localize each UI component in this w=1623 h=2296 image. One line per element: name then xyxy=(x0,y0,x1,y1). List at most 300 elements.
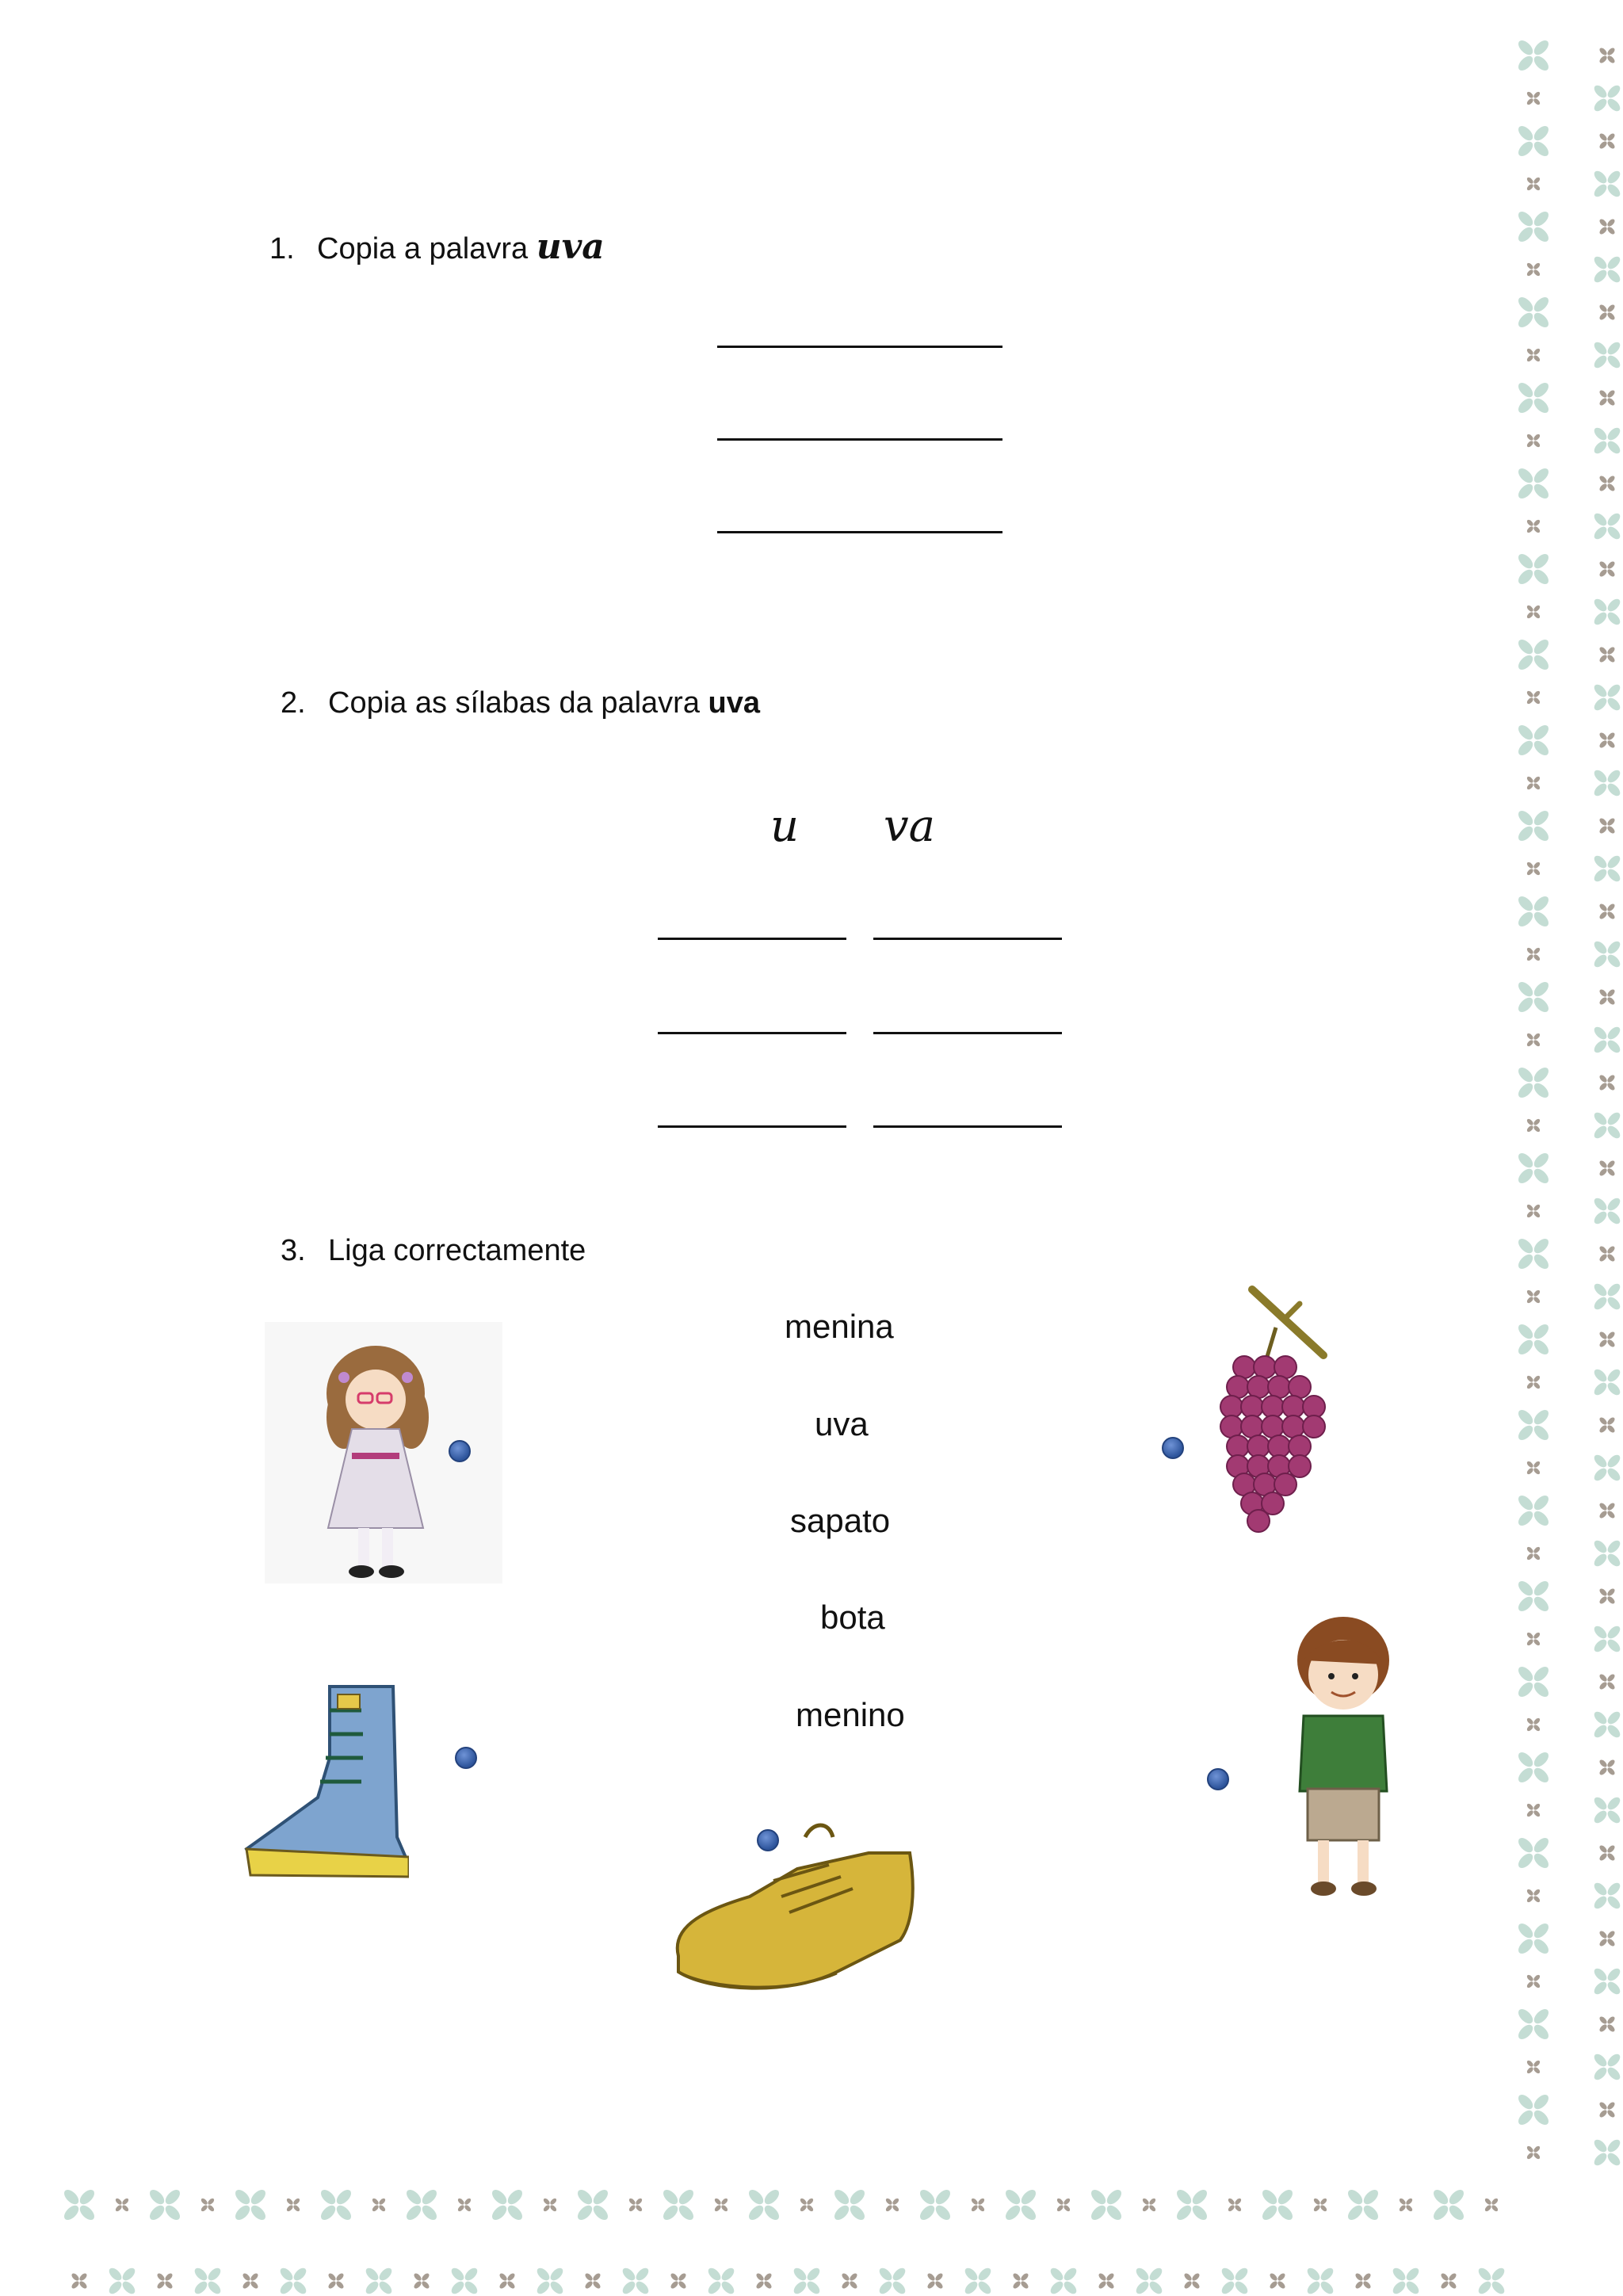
border-petal xyxy=(121,2197,130,2206)
border-petal xyxy=(1526,1724,1534,1733)
border-petal xyxy=(285,2204,294,2213)
border-petal xyxy=(1592,340,1609,357)
border-petal xyxy=(1606,2151,1622,2168)
border-petal xyxy=(1516,1338,1536,1358)
border-petal xyxy=(78,2280,88,2290)
border-petal xyxy=(1598,1082,1608,1091)
border-petal xyxy=(371,2204,380,2213)
border-petal xyxy=(763,2272,773,2282)
border-petal xyxy=(1606,169,1622,185)
border-petal xyxy=(1533,518,1541,527)
border-petal xyxy=(1533,1125,1541,1133)
border-petal xyxy=(1606,426,1622,442)
border-petal xyxy=(841,2272,850,2282)
border-petal xyxy=(1098,2272,1107,2282)
border-petal xyxy=(1003,2203,1023,2223)
connection-dot[interactable] xyxy=(1162,1437,1184,1459)
border-petal xyxy=(792,2266,808,2283)
border-petal xyxy=(449,2266,466,2283)
border-petal xyxy=(977,2197,986,2206)
border-petal xyxy=(1234,2204,1243,2213)
border-petal xyxy=(1606,1980,1622,1996)
border-petal xyxy=(549,2197,558,2206)
border-petal xyxy=(1606,340,1622,357)
border-petal xyxy=(892,2197,900,2206)
border-petal xyxy=(1606,140,1616,150)
border-petal xyxy=(1592,1538,1609,1555)
border-petal xyxy=(1606,1295,1622,1312)
border-petal xyxy=(1606,353,1622,370)
border-petal xyxy=(1516,1921,1536,1941)
border-petal xyxy=(635,2197,643,2206)
border-petal xyxy=(1533,1888,1541,1897)
border-petal xyxy=(378,2197,387,2206)
border-petal xyxy=(1526,946,1534,955)
border-petal xyxy=(1533,269,1541,277)
border-petal xyxy=(1592,1209,1609,1226)
border-petal xyxy=(278,2266,295,2283)
border-petal xyxy=(661,2187,681,2207)
border-petal xyxy=(1533,611,1541,620)
question-3-text: Liga correctamente xyxy=(328,1234,586,1267)
border-petal xyxy=(1532,808,1552,828)
border-petal xyxy=(1592,83,1609,100)
boy-icon xyxy=(1288,1613,1407,1914)
border-petal xyxy=(1526,433,1534,441)
border-petal xyxy=(1516,995,1536,1015)
border-petal xyxy=(164,2272,174,2282)
border-petal xyxy=(1532,225,1552,245)
border-petal xyxy=(1592,610,1609,627)
border-petal xyxy=(1532,380,1552,400)
border-petal xyxy=(1592,682,1609,699)
border-petal xyxy=(1606,1110,1622,1127)
border-petal xyxy=(1592,953,1609,969)
border-petal xyxy=(1490,2279,1507,2296)
border-petal xyxy=(1174,2203,1194,2223)
border-petal xyxy=(250,2280,259,2290)
border-petal xyxy=(1606,1966,1622,1983)
border-petal xyxy=(1606,268,1622,285)
border-petal xyxy=(1404,2279,1421,2296)
border-petal xyxy=(1532,1423,1552,1443)
border-petal xyxy=(1533,868,1541,877)
border-petal xyxy=(1606,1025,1622,1041)
connection-dot[interactable] xyxy=(757,1829,779,1851)
border-petal xyxy=(1532,2007,1552,2027)
border-petal xyxy=(1526,953,1534,962)
border-petal xyxy=(1606,475,1616,484)
border-petal xyxy=(1447,2203,1467,2223)
border-petal xyxy=(1606,1681,1616,1690)
border-petal xyxy=(1533,1467,1541,1476)
border-petal xyxy=(1606,304,1616,313)
border-petal xyxy=(1526,90,1534,99)
connection-dot[interactable] xyxy=(449,1440,471,1462)
border-petal xyxy=(1533,1638,1541,1647)
border-petal xyxy=(1592,696,1609,712)
border-petal xyxy=(1606,2101,1616,2111)
border-petal xyxy=(1598,140,1608,150)
border-petal xyxy=(1062,2279,1079,2296)
border-petal xyxy=(1491,2197,1499,2206)
border-petal xyxy=(1592,1295,1609,1312)
border-petal xyxy=(1606,483,1616,492)
border-petal xyxy=(849,2280,858,2290)
border-petal xyxy=(1312,2204,1321,2213)
border-petal xyxy=(1516,637,1536,657)
border-petal xyxy=(1431,2187,1451,2207)
border-petal xyxy=(1020,2280,1029,2290)
border-petal xyxy=(1533,690,1541,698)
border-petal xyxy=(71,2272,80,2282)
border-petal xyxy=(1592,781,1609,798)
border-petal xyxy=(242,2272,251,2282)
border-petal xyxy=(1516,1766,1536,1786)
border-petal xyxy=(1606,2015,1616,2025)
border-petal xyxy=(200,2204,208,2213)
border-petal xyxy=(1598,2109,1608,2118)
border-petal xyxy=(1516,2092,1536,2112)
border-petal xyxy=(413,2272,422,2282)
border-petal xyxy=(1516,311,1536,330)
border-petal xyxy=(1606,397,1616,407)
border-petal xyxy=(1056,2204,1064,2213)
border-petal xyxy=(1592,1124,1609,1140)
border-petal xyxy=(463,2266,479,2283)
border-petal xyxy=(1533,775,1541,784)
border-petal xyxy=(1516,139,1536,159)
border-petal xyxy=(934,2280,944,2290)
border-petal xyxy=(1190,2203,1210,2223)
border-petal xyxy=(1598,47,1608,56)
answer-line[interactable] xyxy=(717,346,1002,348)
border-petal xyxy=(892,2204,900,2213)
border-petal xyxy=(1592,1966,1609,1983)
border-petal xyxy=(1532,2023,1552,2042)
border-petal xyxy=(1533,354,1541,363)
border-petal xyxy=(1533,1210,1541,1219)
border-petal xyxy=(1606,1282,1622,1298)
border-petal xyxy=(1532,1509,1552,1529)
border-petal xyxy=(233,2203,253,2223)
border-petal xyxy=(1606,55,1616,64)
border-petal xyxy=(121,2204,130,2213)
border-petal xyxy=(1526,354,1534,363)
connection-dot[interactable] xyxy=(1207,1768,1229,1790)
border-petal xyxy=(1598,1930,1608,1939)
border-petal xyxy=(1598,1167,1608,1177)
border-petal xyxy=(1598,732,1608,741)
border-petal xyxy=(1598,226,1608,235)
border-petal xyxy=(1491,2204,1499,2213)
border-petal xyxy=(364,2279,380,2296)
border-petal xyxy=(706,2279,723,2296)
border-petal xyxy=(1526,2152,1534,2160)
border-petal xyxy=(1606,2052,1622,2069)
border-petal xyxy=(1516,1680,1536,1700)
border-petal xyxy=(1598,1424,1608,1434)
syllable-line[interactable] xyxy=(873,938,1062,940)
border-petal xyxy=(535,2279,552,2296)
border-petal xyxy=(1598,1587,1608,1597)
border-petal xyxy=(107,2266,124,2283)
border-petal xyxy=(1533,697,1541,705)
word-bota: bota xyxy=(820,1599,885,1636)
border-petal xyxy=(1516,1236,1536,1256)
border-petal xyxy=(1592,1637,1609,1654)
border-petal xyxy=(1516,1167,1536,1186)
border-petal xyxy=(1526,868,1534,877)
border-petal xyxy=(1532,1851,1552,1871)
border-petal xyxy=(1598,1510,1608,1519)
border-petal xyxy=(1606,511,1622,528)
border-petal xyxy=(498,2272,508,2282)
border-petal xyxy=(1533,953,1541,962)
border-petal xyxy=(490,2187,510,2207)
border-petal xyxy=(242,2280,251,2290)
word-uva: uva xyxy=(815,1405,869,1442)
border-petal xyxy=(1532,2092,1552,2112)
word-sapato: sapato xyxy=(790,1502,891,1539)
border-petal xyxy=(1598,397,1608,407)
border-petal xyxy=(1533,1895,1541,1904)
border-petal xyxy=(1606,1339,1616,1348)
border-petal xyxy=(1106,2280,1115,2290)
border-petal xyxy=(1346,2187,1365,2207)
border-petal xyxy=(1598,1074,1608,1083)
border-petal xyxy=(1191,2272,1201,2282)
border-petal xyxy=(163,2203,183,2223)
border-petal xyxy=(1526,697,1534,705)
border-petal xyxy=(292,2266,308,2283)
border-petal xyxy=(1533,525,1541,534)
answer-line[interactable] xyxy=(717,531,1002,533)
border-petal xyxy=(1105,2187,1125,2207)
border-petal xyxy=(1533,183,1541,192)
border-petal xyxy=(1526,1203,1534,1212)
border-petal xyxy=(1532,38,1552,58)
border-petal xyxy=(1592,2052,1609,2069)
border-petal xyxy=(1598,1673,1608,1683)
border-petal xyxy=(1606,1595,1616,1605)
border-petal xyxy=(661,2203,681,2223)
grape xyxy=(1303,1396,1325,1418)
border-petal xyxy=(1533,1553,1541,1561)
border-petal xyxy=(1592,511,1609,528)
border-petal xyxy=(720,2279,736,2296)
word-menino: menino xyxy=(796,1696,905,1733)
syllable-line[interactable] xyxy=(873,1032,1062,1034)
border-petal xyxy=(1606,597,1622,613)
border-petal xyxy=(1533,861,1541,869)
border-petal xyxy=(1526,1210,1534,1219)
border-petal xyxy=(1532,1322,1552,1342)
border-petal xyxy=(1526,1289,1534,1297)
border-petal xyxy=(292,2204,301,2213)
border-petal xyxy=(1276,2187,1296,2207)
border-petal xyxy=(1362,2280,1372,2290)
border-petal xyxy=(1532,209,1552,229)
border-petal xyxy=(1606,1331,1616,1340)
border-petal xyxy=(1533,1117,1541,1126)
border-petal xyxy=(1062,2266,1079,2283)
border-petal xyxy=(1484,2197,1492,2206)
border-petal xyxy=(1606,254,1622,271)
border-petal xyxy=(1183,2272,1193,2282)
border-petal xyxy=(1056,2197,1064,2206)
border-petal xyxy=(934,2187,953,2207)
border-petal xyxy=(1606,1424,1616,1434)
border-petal xyxy=(456,2204,465,2213)
border-petal xyxy=(1592,525,1609,541)
border-petal xyxy=(1606,1466,1622,1483)
border-petal xyxy=(1598,1253,1608,1263)
border-petal xyxy=(1606,854,1622,870)
border-petal xyxy=(1312,2197,1321,2206)
border-petal xyxy=(1598,1339,1608,1348)
border-petal xyxy=(120,2266,137,2283)
border-petal xyxy=(1526,782,1534,791)
border-petal xyxy=(1533,1381,1541,1390)
border-petal xyxy=(806,2204,815,2213)
border-petal xyxy=(934,2203,953,2223)
border-petal xyxy=(1606,781,1622,798)
border-petal xyxy=(371,2197,380,2206)
border-petal xyxy=(1516,2007,1536,2027)
question-1-word: uva xyxy=(536,227,605,267)
connection-dot[interactable] xyxy=(455,1747,477,1769)
border-petal xyxy=(1598,996,1608,1006)
border-petal xyxy=(1532,1081,1552,1101)
border-petal xyxy=(1048,2279,1065,2296)
border-petal xyxy=(1516,1851,1536,1871)
border-petal xyxy=(1526,1553,1534,1561)
border-petal xyxy=(1516,894,1536,914)
question-3 xyxy=(281,1234,586,1268)
border-petal xyxy=(335,2272,345,2282)
border-petal xyxy=(1361,2187,1381,2207)
border-petal xyxy=(1598,483,1608,492)
border-petal xyxy=(1019,2203,1039,2223)
border-petal xyxy=(1526,176,1534,185)
syllable-line[interactable] xyxy=(658,938,846,940)
border-petal xyxy=(1606,311,1616,321)
border-petal xyxy=(1592,2137,1609,2154)
border-petal xyxy=(1592,169,1609,185)
border-petal xyxy=(78,2203,97,2223)
border-petal xyxy=(1305,2266,1322,2283)
answer-line[interactable] xyxy=(717,438,1002,441)
grape xyxy=(1220,1415,1243,1438)
border-petal xyxy=(891,2279,907,2296)
border-petal xyxy=(1516,2108,1536,2128)
border-petal xyxy=(1533,1717,1541,1725)
border-petal xyxy=(1598,2101,1608,2111)
border-petal xyxy=(1526,1981,1534,1989)
border-petal xyxy=(1526,604,1534,613)
border-petal xyxy=(1516,1423,1536,1443)
border-petal xyxy=(490,2203,510,2223)
border-petal xyxy=(1606,1416,1616,1426)
border-petal xyxy=(926,2272,936,2282)
border-petal xyxy=(377,2279,394,2296)
border-petal xyxy=(1592,854,1609,870)
border-petal xyxy=(1592,97,1609,113)
border-petal xyxy=(575,2187,595,2207)
border-petal xyxy=(1606,1502,1616,1511)
border-petal xyxy=(1533,1039,1541,1048)
border-petal xyxy=(1606,525,1622,541)
border-petal xyxy=(1526,1895,1534,1904)
border-petal xyxy=(1606,568,1616,578)
border-petal xyxy=(1516,209,1536,229)
syllable-2: va xyxy=(884,800,936,852)
grape xyxy=(1247,1510,1270,1532)
border-petal xyxy=(1516,124,1536,143)
border-petal xyxy=(884,2204,893,2213)
border-petal xyxy=(1516,980,1536,999)
border-petal xyxy=(848,2203,868,2223)
border-petal xyxy=(678,2280,687,2290)
border-petal xyxy=(1532,1766,1552,1786)
border-petal xyxy=(1598,1759,1608,1768)
border-petal xyxy=(1391,2279,1407,2296)
border-petal xyxy=(747,2203,766,2223)
border-petal xyxy=(1346,2203,1365,2223)
syllable-line[interactable] xyxy=(658,1032,846,1034)
border-petal xyxy=(634,2266,651,2283)
border-petal xyxy=(1606,1124,1622,1140)
syllable-line[interactable] xyxy=(658,1125,846,1128)
border-petal xyxy=(1532,1921,1552,1941)
border-petal xyxy=(592,2280,601,2290)
border-petal xyxy=(377,2266,394,2283)
border-petal xyxy=(1606,2137,1622,2154)
border-petal xyxy=(963,2266,980,2283)
border-petal xyxy=(1606,696,1622,712)
border-petal xyxy=(1526,1802,1534,1811)
border-petal xyxy=(1598,825,1608,835)
border-petal xyxy=(1606,1510,1616,1519)
border-petal xyxy=(1592,1980,1609,1996)
syllable-line[interactable] xyxy=(873,1125,1062,1128)
border-petal xyxy=(207,2204,216,2213)
border-petal xyxy=(1484,2204,1492,2213)
border-petal xyxy=(1598,1416,1608,1426)
boot-icon xyxy=(242,1679,409,1886)
border-petal xyxy=(1234,2197,1243,2206)
border-petal xyxy=(970,2197,979,2206)
border-petal xyxy=(634,2279,651,2296)
bottom-floral-border xyxy=(0,2172,1623,2296)
border-petal xyxy=(1606,610,1622,627)
border-petal xyxy=(1598,1595,1608,1605)
border-petal xyxy=(1598,1245,1608,1255)
border-petal xyxy=(1089,2203,1109,2223)
border-petal xyxy=(506,2272,516,2282)
border-petal xyxy=(591,2187,611,2207)
border-petal xyxy=(1533,604,1541,613)
border-petal xyxy=(918,2203,938,2223)
border-petal xyxy=(1606,1552,1622,1568)
border-petal xyxy=(1532,1151,1552,1171)
border-petal xyxy=(449,2279,466,2296)
border-petal xyxy=(1598,646,1608,655)
border-petal xyxy=(1592,1723,1609,1740)
border-petal xyxy=(456,2197,465,2206)
border-petal xyxy=(1148,2266,1164,2283)
